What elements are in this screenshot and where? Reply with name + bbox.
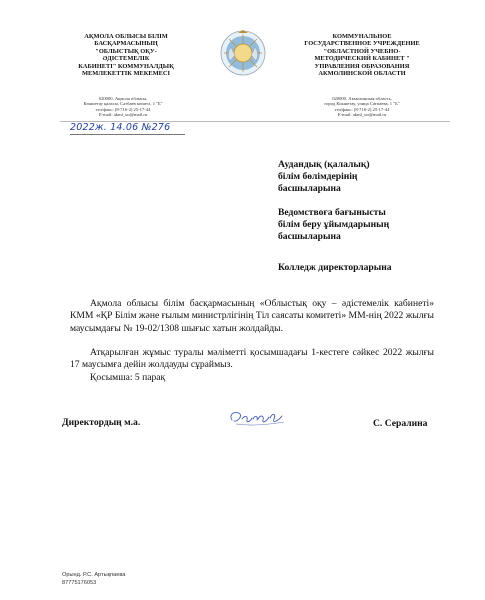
executor-name: Орынд. Р.С. Артықпаева [62,572,126,578]
address-line: тел/факс: (8-716-2) 25-17-44 [95,106,151,112]
address-line: 020000, Ақмола облысы, [98,96,148,101]
letterhead-kazakh-line: БАСҚАРМАСЫНЫҢ [94,40,158,48]
letterhead-kazakh-line: МЕМЛЕКЕТТІК МЕКЕМЕСІ [81,70,171,78]
body-paragraph [70,347,434,372]
attachment-text: Қосымша: 5 парақ [90,372,166,383]
letterhead-russian-line: АКМОЛИНСКОЙ ОБЛАСТИ [318,70,406,78]
registration-underline [70,134,185,135]
addressee-line: білім бөлімдерінің [278,171,358,183]
letterhead-russian-line: МЕТОДИЧЕСКИЙ КАБИНЕТ " [314,55,410,63]
addressee-line: басшыларына [278,231,341,243]
body-text: Атқарылған жұмыс туралы мәліметті қосымшадағы 1-кестеге сәйкес 2022 жылғы 17 маусымға дейін жолдауды сұраймыз. [70,347,434,371]
letterhead-kazakh-line: КАБИНЕТІ" КОММУНАЛДЫҚ [78,62,174,70]
body-text: Ақмола облысы білім басқармасының «Облыстық оқу – әдістемелік кабинеті» КММ «ҚР Білім және ғылым министрлігінің Тіл саясаты комитеті» ММ-нің 2022 жылғы маусымдағы № 19-02/1308 шығыс хатын жолдайды. [70,298,434,334]
kazakhstan-emblem-icon [218,28,268,78]
address-russian [300,96,424,118]
addressee-college-directors [278,262,392,274]
letterhead-russian [292,33,432,77]
registration-number: 2022ж. 14.06 №276 [70,122,171,133]
addressee-line: басшыларына [278,183,341,195]
addressee-district-departments [278,159,370,196]
letterhead-kazakh-line: ӘДІСТЕМЕЛІК [102,55,150,63]
attachment-note [70,372,434,384]
handwritten-signature-icon [226,404,288,432]
addressee-subordinate-organizations [278,207,389,244]
address-line: E-mail: akml_uo@mail.ru [337,112,387,118]
address-kazakh [68,96,178,118]
letterhead-russian-line: "ОБЛАСТНОЙ УЧЕБНО- [323,47,401,55]
signatory-name: С. Сералина [373,418,428,429]
addressee-line: Ведомствоға бағынысты [278,207,386,218]
body-paragraph [70,298,434,335]
addressee-line: білім беру ұйымдарының [278,219,390,231]
letterhead-russian-line: УПРАВЛЕНИЯ ОБРАЗОВАНИЯ [314,62,410,70]
address-line: тел/факс: (8-716-2) 25-17-44 [334,106,390,112]
letterhead-kazakh [62,33,190,77]
address-line: город Кокшетау, улица Сатпаева, 1 "Б" [324,101,400,107]
addressee-line: Колледж директорларына [278,262,392,273]
address-line: Көкшетау қаласы, Сәтбаев көшесі, 1 "Б" [83,101,163,107]
signatory-title: Директордың м.а. [62,417,141,428]
address-line: 020000, Акмолинская область, [332,96,392,101]
letterhead-kazakh-line: "ОБЛЫСТЫҚ ОҚУ- [95,47,157,55]
executor-phone: 87775176053 [62,580,97,586]
letterhead-russian-line: КОММУНАЛЬНОЕ [332,33,392,40]
letterhead-kazakh-line: АҚМОЛА ОБЛЫСЫ БІЛІМ [84,33,168,40]
addressee-line: Аудандық (қалалық) [278,159,370,170]
letterhead-russian-line: ГОСУДАРСТВЕННОЕ УЧРЕЖДЕНИЕ [304,40,420,48]
address-line: E-mail: akml_uo@mail.ru [98,112,148,118]
